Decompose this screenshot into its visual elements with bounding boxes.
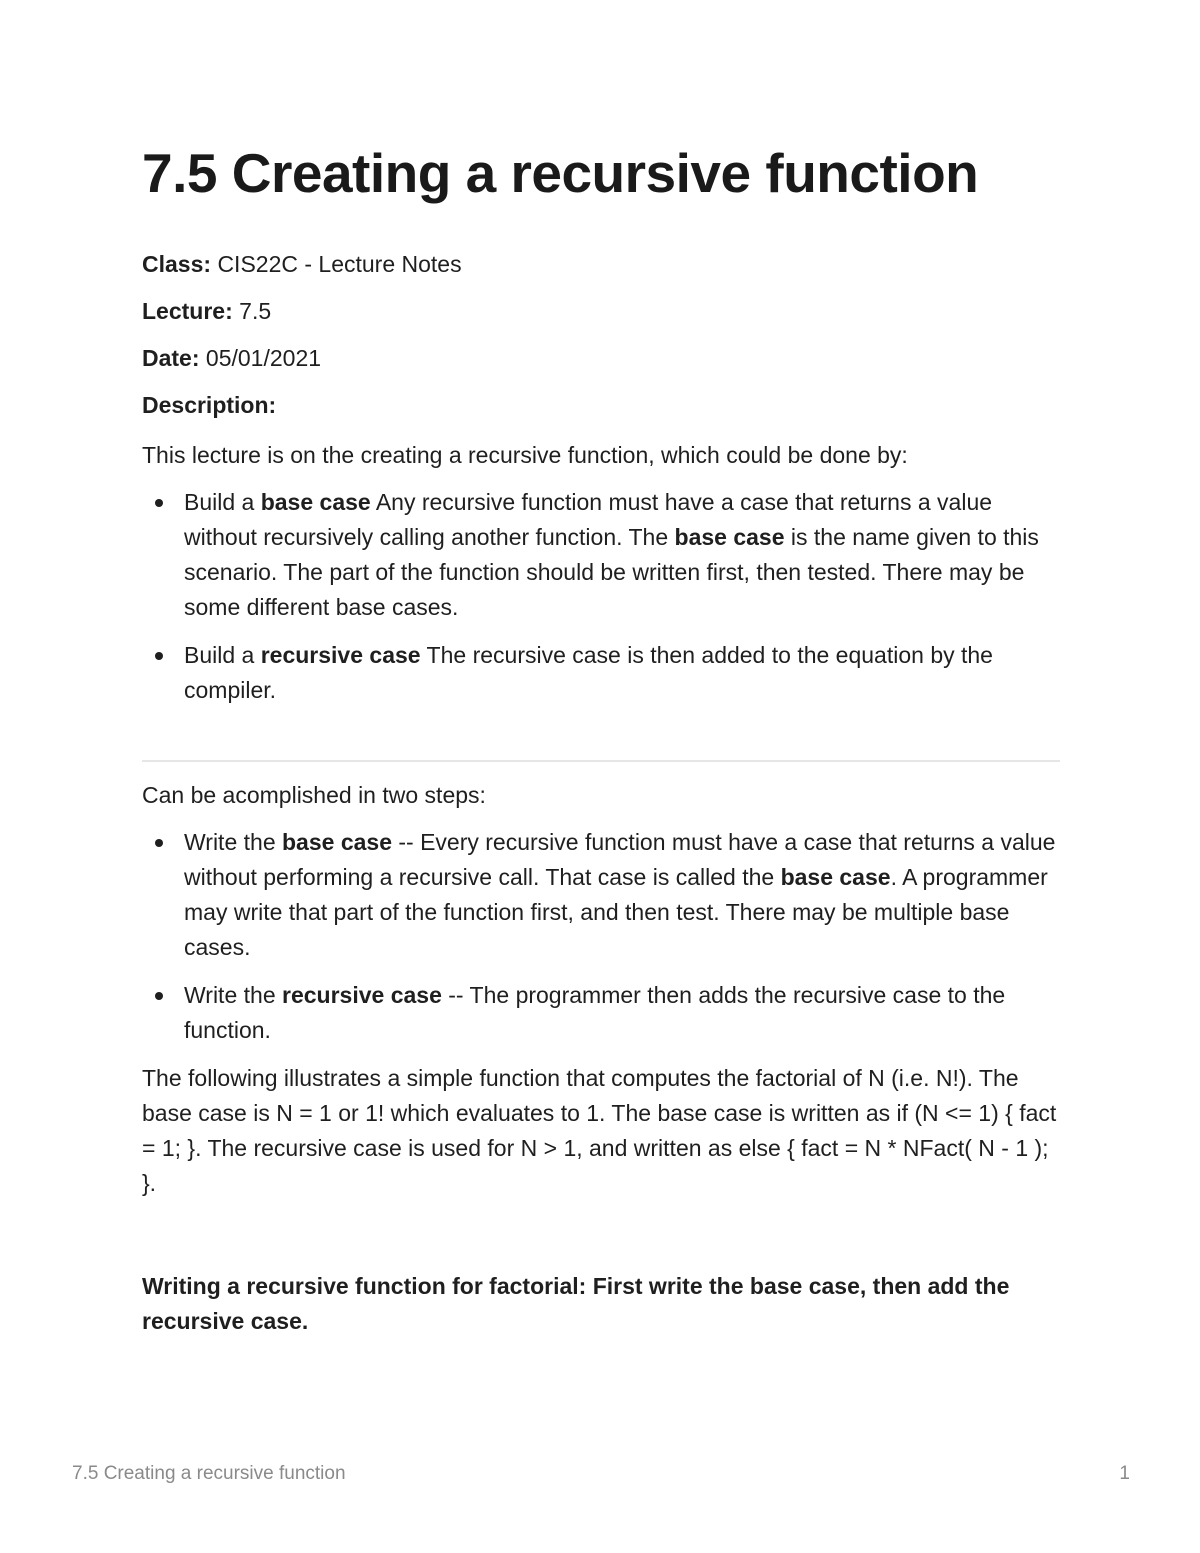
steps-intro: Can be acomplished in two steps: bbox=[142, 782, 486, 808]
meta-date-value: 05/01/2021 bbox=[205, 345, 322, 371]
bold-term: base case bbox=[260, 489, 371, 515]
factorial-heading: Writing a recursive function for factorial: First write the base case, then add the recursive case. bbox=[142, 1273, 1010, 1334]
meta-class: Class: CIS22C - Lecture Notes bbox=[142, 251, 462, 277]
bold-term: recursive case bbox=[282, 982, 442, 1008]
list-item: Write the recursive case -- The programmer then adds the recursive case to the function. bbox=[142, 978, 1060, 1048]
footer-title: 7.5 Creating a recursive function bbox=[72, 1463, 346, 1484]
bold-term: base case bbox=[780, 864, 891, 890]
meta-description-label: Description bbox=[142, 392, 269, 418]
bullet-icon bbox=[155, 992, 163, 1000]
list-item: Write the base case -- Every recursive function must have a case that returns a value without performing a recursive call. That case is called the base case. A programmer may write that part of the function first, and then test. There may be multiple base cases. bbox=[142, 825, 1060, 965]
metadata-block bbox=[142, 250, 1060, 419]
intro-paragraph: This lecture is on the creating a recursive function, which could be done by: bbox=[142, 442, 908, 468]
bulleted-list-build bbox=[142, 485, 1060, 708]
page-content bbox=[142, 140, 1060, 1339]
bullet-icon bbox=[155, 499, 163, 507]
bold-term: base case bbox=[282, 829, 392, 855]
meta-lecture: Lecture: 7.5 bbox=[142, 298, 272, 324]
bold-term: recursive case bbox=[260, 642, 421, 668]
meta-class-value: CIS22C - Lecture Notes bbox=[217, 251, 462, 277]
factorial-paragraph: The following illustrates a simple function that computes the factorial of N (i.e. N!). The base case is N = 1 or 1! which evaluates to 1. The base case is written as if (N <= 1) { fact = 1; }. The recursive case is used for N > 1, and written as else { fact = N * NFact( N - 1 ); }. bbox=[142, 1065, 1057, 1196]
meta-description: Description: bbox=[142, 392, 277, 418]
meta-lecture-label: Lecture bbox=[142, 298, 226, 324]
bold-term: base case bbox=[674, 524, 785, 550]
meta-class-label: Class bbox=[142, 251, 204, 277]
page-title: 7.5 Creating a recursive function bbox=[142, 142, 979, 204]
meta-date: Date: 05/01/2021 bbox=[142, 345, 322, 371]
list-item: Build a base case Any recursive function must have a case that returns a value without recursively calling another function. The base case is the name given to this scenario. The part of the function should be written first, then tested. There may be some different base cases. bbox=[142, 485, 1060, 625]
bullet-icon bbox=[155, 839, 163, 847]
horizontal-divider bbox=[142, 760, 1060, 762]
page-number: 1 bbox=[1119, 1463, 1130, 1484]
meta-date-label: Date bbox=[142, 345, 192, 371]
list-item: Build a recursive case The recursive case is then added to the equation by the compiler. bbox=[142, 638, 1060, 708]
meta-lecture-value: 7.5 bbox=[239, 298, 272, 324]
bulleted-list-write bbox=[142, 825, 1060, 1048]
bullet-icon bbox=[155, 652, 163, 660]
